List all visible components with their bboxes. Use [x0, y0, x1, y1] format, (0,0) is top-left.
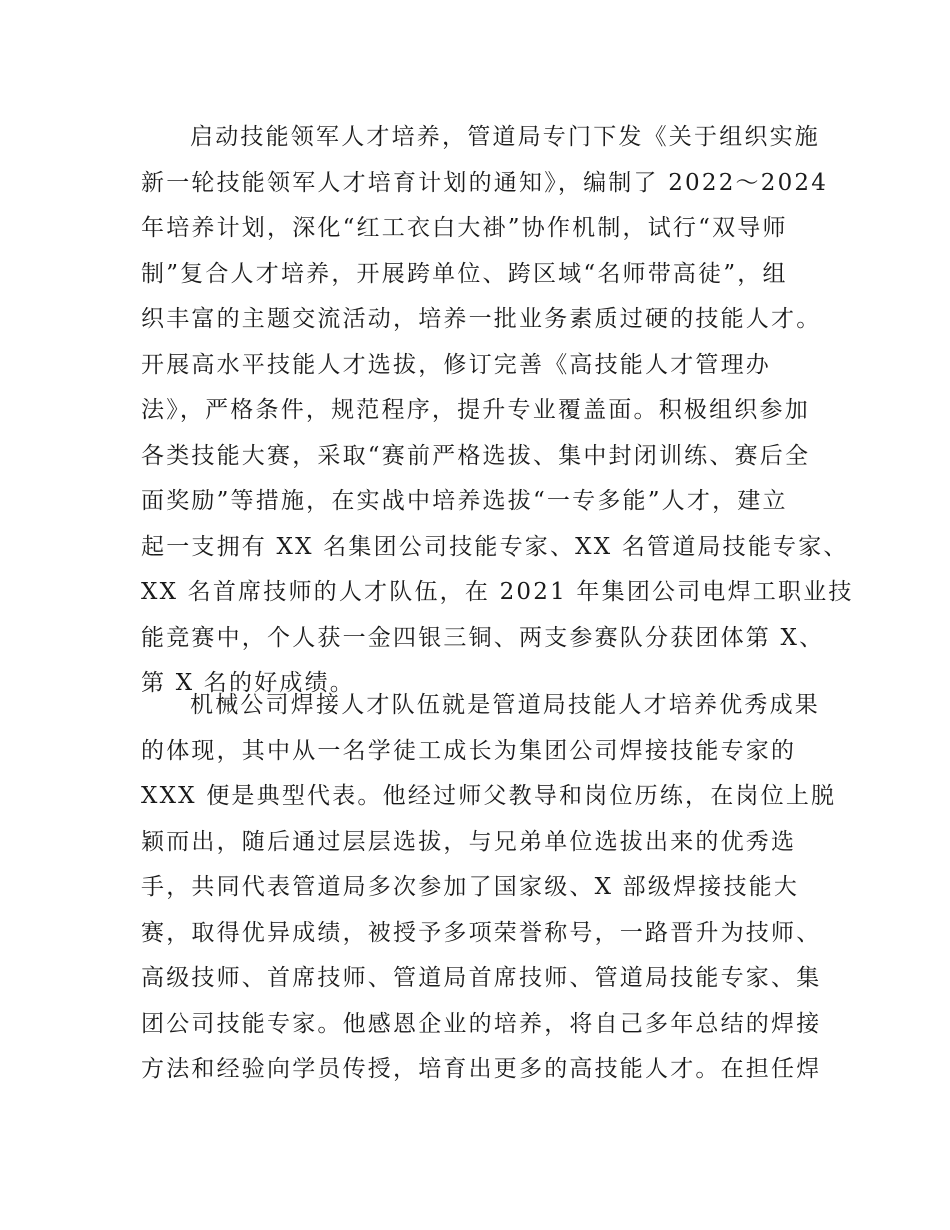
paragraph-line: 新一轮技能领军人才培育计划的通知》，编制了 2022～2024: [141, 169, 829, 196]
paragraph-line: 开展高水平技能人才选拔，修订完善《高技能人才管理办: [141, 351, 771, 378]
paragraph-line: 方法和经验向学员传授，培育出更多的高技能人才。在担任焊: [141, 1056, 822, 1082]
paragraph-line: 能竞赛中，个人获一金四银三铜、两支参赛队分获团体第 X、: [141, 624, 825, 651]
paragraph-line: XX 名首席技师的人才队伍，在 2021 年集团公司电焊工职业技: [141, 579, 854, 605]
paragraph-line: 织丰富的主题交流活动，培养一批业务素质过硬的技能人才。: [141, 306, 822, 332]
paragraph-line: 各类技能大赛，采取“赛前严格选拔、集中封闭训练、赛后全: [141, 442, 811, 469]
paragraph-line: XXX 便是典型代表。他经过师父教导和岗位历练，在岗位上脱: [141, 783, 837, 809]
paragraph-line: 团公司技能专家。他感恩企业的培养，将自己多年总结的焊接: [141, 1010, 822, 1037]
paragraph-line: 法》，严格条件，规范程序，提升专业覆盖面。积极组织参加: [141, 397, 810, 423]
paragraph-2: [141, 683, 837, 1093]
paragraph-line: 高级技师、首席技师、管道局首席技师、管道局技能专家、集: [141, 965, 822, 991]
paragraph-line: 机械公司焊接人才队伍就是管道局技能人才培养优秀成果: [190, 692, 820, 718]
paragraph-line: 颖而出，随后通过层层选拔，与兄弟单位选拔出来的优秀选: [141, 828, 797, 855]
paragraph-line: 年培养计划，深化“红工衣白大褂”协作机制，试行“双导师: [141, 215, 788, 241]
paragraph-line: 启动技能领军人才培养，管道局专门下发《关于组织实施: [190, 124, 820, 150]
paragraph-line: 面奖励”等措施，在实战中培养选拔“一专多能”人才，建立: [141, 488, 788, 514]
paragraph-line: 手，共同代表管道局多次参加了国家级、X 部级焊接技能大: [141, 874, 800, 900]
paragraph-line: 起一支拥有 XX 名集团公司技能专家、XX 名管道局技能专家、: [141, 533, 849, 560]
paragraph-line: 第 X 名的好成绩。: [141, 670, 355, 696]
paragraph-1: [141, 115, 854, 707]
paragraph-line: 赛，取得优异成绩，被授予多项荣誉称号，一路晋升为技师、: [141, 919, 822, 946]
paragraph-line: 制”复合人才培养，开展跨单位、跨区域“名师带高徒”，组: [141, 260, 788, 287]
paragraph-line: 的体现，其中从一名学徒工成长为集团公司焊接技能专家的: [141, 737, 797, 764]
